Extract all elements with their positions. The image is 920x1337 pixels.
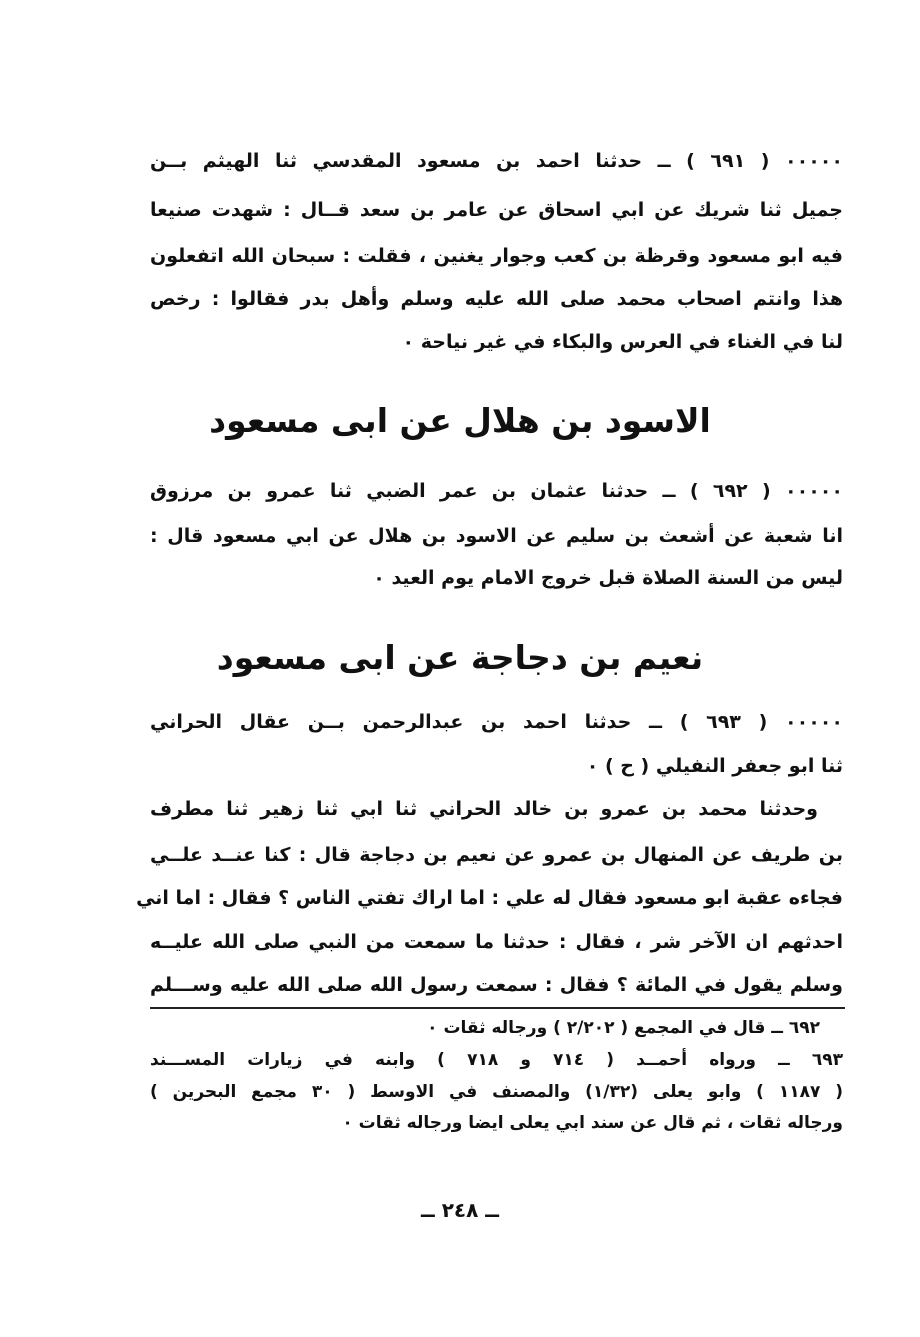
text-line: ٠٠٠٠٠ ( ٦٩٢ ) ــ حدثنا عثمان بن عمر الضبي ثنا عمرو بن مرزوق xyxy=(150,480,843,502)
footnote-693-line: ورجاله ثقات ، ثم قال عن سند ابي يعلى ايضا ورجاله ثقات ٠ xyxy=(342,1113,843,1133)
text-line: ليس من السنة الصلاة قبل خروج الامام يوم العيد ٠ xyxy=(373,567,843,589)
text-line: فيه ابو مسعود وقرظة بن كعب وجوار يغنين ، فقلت : سبحان الله اتفعلون xyxy=(150,245,843,267)
section-heading: الاسود بن هلال عن ابى مسعود xyxy=(209,401,711,440)
text-line: جميل ثنا شريك عن ابي اسحاق عن عامر بن سعد قــال : شهدت صنيعا xyxy=(150,199,843,221)
section-heading: نعيم بن دجاجة عن ابى مسعود xyxy=(216,638,704,677)
footnote-separator xyxy=(150,1007,845,1009)
page-number: ــ ٢٤٨ ــ xyxy=(421,1198,499,1222)
text-line: وسلم يقول في المائة ؟ فقال : سمعت رسول الله صلى الله عليه وســـلم xyxy=(150,974,843,996)
text-line: ٠٠٠٠٠ ( ٦٩١ ) ــ حدثنا احمد بن مسعود المقدسي ثنا الهيثم بــن xyxy=(150,150,843,172)
footnote-692: ٦٩٢ ــ قال في المجمع ( ٢/٢٠٢ ) ورجاله ثقات ٠ xyxy=(427,1018,820,1038)
footnote-693-line: ٦٩٣ ــ ورواه أحمــد ( ٧١٤ و ٧١٨ ) وابنه في زيارات المســـند xyxy=(150,1050,843,1070)
text-line: لنا في الغناء في العرس والبكاء في غير نياحة ٠ xyxy=(402,331,843,353)
text-line: احدثهم ان الآخر شر ، فقال : حدثنا ما سمعت من النبي صلى الله عليــه xyxy=(150,931,843,953)
text-line: هذا وانتم اصحاب محمد صلى الله عليه وسلم وأهل بدر فقالوا : رخص xyxy=(150,288,843,310)
text-line: ثنا ابو جعفر النفيلي ( ح ) ٠ xyxy=(586,755,843,777)
text-line: ٠٠٠٠٠ ( ٦٩٣ ) ــ حدثنا احمد بن عبدالرحمن بــن عقال الحراني xyxy=(150,711,843,733)
text-line: بن طريف عن المنهال بن عمرو عن نعيم بن دجاجة قال : كنا عنــد علــي xyxy=(150,844,843,866)
text-line: فجاءه عقبة ابو مسعود فقال له علي : اما اراك تفتي الناس ؟ فقال : اما اني xyxy=(136,887,843,909)
text-line: انا شعبة عن أشعث بن سليم عن الاسود بن هلال عن ابي مسعود قال : xyxy=(150,525,843,547)
footnote-693-line: ( ١١٨٧ ) وابو يعلى (١/٣٢) والمصنف في الاوسط ( ٣٠ مجمع البحرين ) xyxy=(150,1082,843,1102)
text-line: وحدثنا محمد بن عمرو بن خالد الحراني ثنا ابي ثنا زهير ثنا مطرف xyxy=(150,798,818,820)
